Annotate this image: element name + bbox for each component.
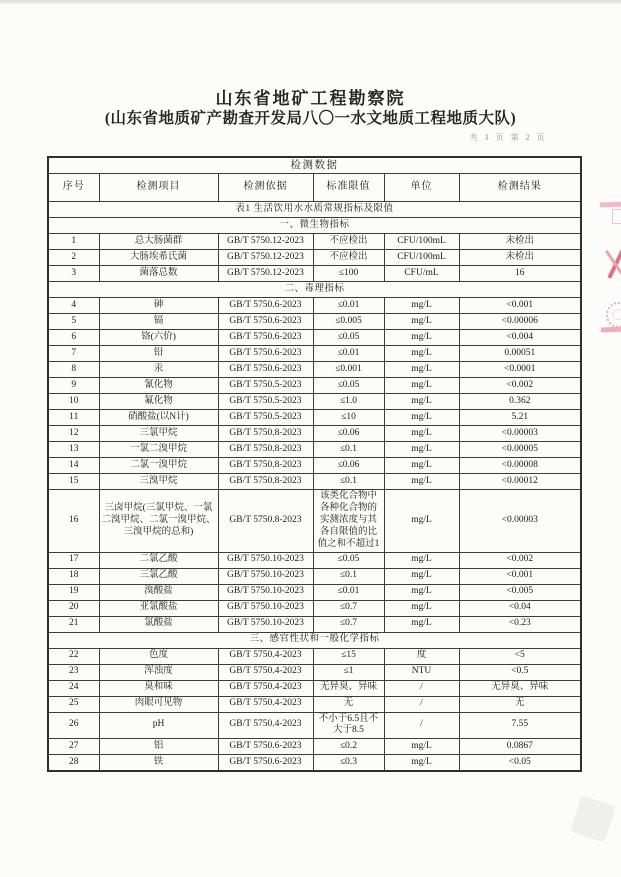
cell-method: GB/T 5750.6-2023 [218, 755, 313, 772]
cell-item: 镉 [99, 314, 218, 330]
red-seal-fragment-bar-top [600, 202, 621, 208]
table-row [48, 458, 581, 474]
cell-limit: ≤0.7 [313, 616, 384, 632]
cell-method: GB/T 5750.8-2023 [218, 490, 313, 552]
cell-method: GB/T 5750.6-2023 [218, 330, 313, 346]
table-body [48, 157, 581, 771]
cell-item: 汞 [99, 362, 218, 378]
cell-unit: mg/L [384, 330, 459, 346]
page-number: 共 3 页 第 2 页 [469, 133, 547, 142]
cell-limit: 无异臭、异味 [313, 680, 384, 696]
cell-method: GB/T 5750.12-2023 [218, 250, 313, 266]
cell-result: 0.0867 [459, 739, 581, 755]
cell-unit: mg/L [384, 410, 459, 426]
cell-result: 未检出 [459, 250, 581, 266]
table-row [48, 696, 581, 712]
cell-no: 20 [48, 600, 99, 616]
cell-limit: ≤0.01 [313, 298, 384, 314]
cell-method: GB/T 5750.6-2023 [218, 362, 313, 378]
cell-no: 27 [48, 739, 99, 755]
cell-no: 6 [48, 330, 99, 346]
cell-method: GB/T 5750.12-2023 [218, 266, 313, 282]
cell-limit: 该类化合物中各种化合物的实测浓度与其各自限值的比值之和不超过1 [313, 490, 384, 552]
cell-unit: mg/L [384, 600, 459, 616]
cell-limit: ≤0.1 [313, 474, 384, 490]
cell-limit: ≤0.01 [313, 584, 384, 600]
cell-no: 28 [48, 755, 99, 772]
cell-unit: mg/L [384, 442, 459, 458]
cell-method: GB/T 5750.6-2023 [218, 298, 313, 314]
cell-limit: ≤0.7 [313, 600, 384, 616]
cell-unit: mg/L [384, 739, 459, 755]
cell-item: 大肠埃希氏菌 [99, 250, 218, 266]
red-seal-fragment-ring [606, 302, 621, 328]
cell-item: 氰化物 [99, 378, 218, 394]
cell-result: <0.0001 [459, 362, 581, 378]
cell-method: GB/T 5750.6-2023 [218, 346, 313, 362]
table-row [48, 442, 581, 458]
cell-no: 11 [48, 410, 99, 426]
cell-item: 铅 [99, 346, 218, 362]
table-row [48, 600, 581, 616]
cell-result: <0.005 [459, 584, 581, 600]
cell-unit: mg/L [384, 490, 459, 552]
cell-result: 无异臭、异味 [459, 680, 581, 696]
cell-no: 9 [48, 378, 99, 394]
cell-method: GB/T 5750.4-2023 [218, 712, 313, 739]
cell-method: GB/T 5750.8-2023 [218, 426, 313, 442]
cell-limit: ≤0.05 [313, 552, 384, 568]
cell-result: <0.00003 [459, 490, 581, 552]
cell-limit: ≤15 [313, 648, 384, 664]
cell-result: <0.00005 [459, 442, 581, 458]
cell-limit: 无 [313, 696, 384, 712]
cell-limit: ≤1 [313, 664, 384, 680]
cell-unit: CFU/100mL [384, 234, 459, 250]
table-row [48, 362, 581, 378]
cell-item: 铁 [99, 755, 218, 772]
cell-unit: mg/L [384, 394, 459, 410]
cell-no: 12 [48, 426, 99, 442]
table-row [48, 616, 581, 632]
table-row [48, 426, 581, 442]
table-row [48, 250, 581, 266]
cell-limit: ≤0.05 [313, 378, 384, 394]
column-header-row [48, 174, 581, 202]
cell-no: 8 [48, 362, 99, 378]
cell-no: 10 [48, 394, 99, 410]
cell-limit: ≤0.2 [313, 739, 384, 755]
table-title-row [48, 157, 581, 174]
cell-item: 菌落总数 [99, 266, 218, 282]
cell-item: 肉眼可见物 [99, 696, 218, 712]
cell-result: <0.23 [459, 616, 581, 632]
cell-limit: ≤0.06 [313, 458, 384, 474]
table-row [48, 490, 581, 552]
cell-method: GB/T 5750.6-2023 [218, 739, 313, 755]
cell-unit: mg/L [384, 568, 459, 584]
cell-no: 22 [48, 648, 99, 664]
cell-unit: CFU/100mL [384, 250, 459, 266]
cell-result: <0.001 [459, 298, 581, 314]
col-header-no: 序号 [48, 174, 99, 202]
cell-method: GB/T 5750.5-2023 [218, 410, 313, 426]
cell-item: 二氯一溴甲烷 [99, 458, 218, 474]
cell-no: 3 [48, 266, 99, 282]
cell-no: 5 [48, 314, 99, 330]
cell-no: 23 [48, 664, 99, 680]
cell-method: GB/T 5750.8-2023 [218, 474, 313, 490]
cell-method: GB/T 5750.10-2023 [218, 568, 313, 584]
table-row [48, 755, 581, 772]
cell-no: 1 [48, 234, 99, 250]
cell-item: 硝酸盐(以N计) [99, 410, 218, 426]
col-header-result: 检测结果 [459, 174, 581, 202]
cell-item: 三溴甲烷 [99, 474, 218, 490]
cell-result: <0.004 [459, 330, 581, 346]
table-row [48, 739, 581, 755]
table-row [48, 584, 581, 600]
section-label: 一、微生物指标 [48, 218, 581, 234]
cell-unit: mg/L [384, 362, 459, 378]
cell-item: 亚氯酸盐 [99, 600, 218, 616]
cell-limit: ≤0.001 [313, 362, 384, 378]
cell-unit: / [384, 680, 459, 696]
table-row [48, 330, 581, 346]
cell-unit: mg/L [384, 552, 459, 568]
cell-item: 氟化物 [99, 394, 218, 410]
cell-result: <0.002 [459, 552, 581, 568]
cell-method: GB/T 5750.10-2023 [218, 600, 313, 616]
cell-method: GB/T 5750.8-2023 [218, 458, 313, 474]
cell-no: 19 [48, 584, 99, 600]
table-row [48, 568, 581, 584]
cell-no: 25 [48, 696, 99, 712]
table-row [48, 378, 581, 394]
cell-unit: mg/L [384, 616, 459, 632]
cell-method: GB/T 5750.8-2023 [218, 442, 313, 458]
org-subtitle: (山东省地质矿产勘查开发局八〇一水文地质工程地质大队) [104, 110, 517, 127]
cell-method: GB/T 5750.4-2023 [218, 648, 313, 664]
cell-item: 砷 [99, 298, 218, 314]
cell-unit: mg/L [384, 755, 459, 772]
cell-limit: 不应检出 [313, 234, 384, 250]
cell-limit: ≤0.1 [313, 568, 384, 584]
cell-result: 16 [459, 266, 581, 282]
cell-item: 总大肠菌群 [99, 234, 218, 250]
col-header-item: 检测项目 [99, 174, 218, 202]
cell-result: <0.05 [459, 755, 581, 772]
cell-unit: mg/L [384, 584, 459, 600]
table-row [48, 648, 581, 664]
table-subtitle-row [48, 202, 581, 218]
table-row [48, 266, 581, 282]
cell-unit: mg/L [384, 426, 459, 442]
cell-result: <0.001 [459, 568, 581, 584]
cell-no: 2 [48, 250, 99, 266]
table-row [48, 712, 581, 739]
cell-result: <0.00012 [459, 474, 581, 490]
cell-no: 13 [48, 442, 99, 458]
cell-limit: ≤10 [313, 410, 384, 426]
cell-limit: 不应检出 [313, 250, 384, 266]
cell-limit: ≤0.1 [313, 442, 384, 458]
report-table [47, 156, 582, 772]
table-row [48, 552, 581, 568]
section-label: 二、毒理指标 [48, 282, 581, 298]
cell-limit: ≤100 [313, 266, 384, 282]
cell-result: 0.362 [459, 394, 581, 410]
cell-result: <0.5 [459, 664, 581, 680]
cell-item: 铬(六价) [99, 330, 218, 346]
cell-method: GB/T 5750.12-2023 [218, 234, 313, 250]
cell-no: 14 [48, 458, 99, 474]
table-row [48, 410, 581, 426]
cell-result: <0.00003 [459, 426, 581, 442]
red-seal-fragment-bar-bottom [601, 327, 621, 333]
cell-unit: 度 [384, 648, 459, 664]
cell-no: 26 [48, 712, 99, 739]
red-seal-fragment-stroke [603, 244, 621, 280]
cell-item: 氯酸盐 [99, 616, 218, 632]
cell-item: 色度 [99, 648, 218, 664]
cell-limit: ≤0.005 [313, 314, 384, 330]
cell-item: 浑浊度 [99, 664, 218, 680]
col-header-method: 检测依据 [218, 174, 313, 202]
cell-unit: mg/L [384, 378, 459, 394]
cell-result: <0.00008 [459, 458, 581, 474]
table-row [48, 314, 581, 330]
scan-smudge-artifact [570, 795, 616, 842]
section-row [48, 282, 581, 298]
cell-method: GB/T 5750.4-2023 [218, 664, 313, 680]
cell-result: <0.002 [459, 378, 581, 394]
cell-method: GB/T 5750.10-2023 [218, 616, 313, 632]
cell-unit: NTU [384, 664, 459, 680]
cell-result: <0.00006 [459, 314, 581, 330]
cell-no: 4 [48, 298, 99, 314]
table-row [48, 394, 581, 410]
cell-result: 未检出 [459, 234, 581, 250]
cell-item: 三氯甲烷 [99, 426, 218, 442]
table-row [48, 680, 581, 696]
cell-no: 18 [48, 568, 99, 584]
cell-item: 三卤甲烷(三氯甲烷、一氯二溴甲烷、二氯一溴甲烷、三溴甲烷的总和) [99, 490, 218, 552]
table-row [48, 474, 581, 490]
table-row [48, 664, 581, 680]
cell-item: 三氯乙酸 [99, 568, 218, 584]
red-seal-fragment-box [612, 209, 621, 224]
cell-method: GB/T 5750.10-2023 [218, 552, 313, 568]
cell-item: pH [99, 712, 218, 739]
col-header-unit: 单位 [384, 174, 459, 202]
cell-unit: mg/L [384, 474, 459, 490]
col-header-limit: 标准限值 [313, 174, 384, 202]
scan-edge-artifact [0, 0, 621, 5]
cell-item: 二氯乙酸 [99, 552, 218, 568]
cell-method: GB/T 5750.10-2023 [218, 584, 313, 600]
section-row [48, 218, 581, 234]
cell-limit: 不小于6.5且不大于8.5 [313, 712, 384, 739]
org-name: 山东省地矿工程勘察院 [215, 89, 406, 108]
cell-no: 21 [48, 616, 99, 632]
cell-result: 无 [459, 696, 581, 712]
cell-item: 铝 [99, 739, 218, 755]
cell-no: 7 [48, 346, 99, 362]
cell-unit: CFU/mL [384, 266, 459, 282]
table-subtitle: 表1 生活饮用水水质常规指标及限值 [48, 202, 581, 218]
table-row [48, 298, 581, 314]
cell-unit: / [384, 696, 459, 712]
table-row [48, 234, 581, 250]
cell-result: 5.21 [459, 410, 581, 426]
cell-limit: ≤0.05 [313, 330, 384, 346]
cell-limit: ≤0.01 [313, 346, 384, 362]
cell-item: 溴酸盐 [99, 584, 218, 600]
cell-limit: ≤1.0 [313, 394, 384, 410]
cell-no: 16 [48, 490, 99, 552]
cell-no: 15 [48, 474, 99, 490]
cell-unit: mg/L [384, 298, 459, 314]
cell-unit: / [384, 712, 459, 739]
table-title: 检测数据 [48, 157, 581, 174]
cell-limit: ≤0.3 [313, 755, 384, 772]
cell-no: 17 [48, 552, 99, 568]
cell-method: GB/T 5750.5-2023 [218, 378, 313, 394]
cell-unit: mg/L [384, 458, 459, 474]
cell-result: 0.00051 [459, 346, 581, 362]
cell-method: GB/T 5750.6-2023 [218, 314, 313, 330]
cell-limit: ≤0.06 [313, 426, 384, 442]
cell-method: GB/T 5750.4-2023 [218, 696, 313, 712]
cell-result: 7.55 [459, 712, 581, 739]
section-label: 三、感官性状和一般化学指标 [48, 632, 581, 648]
cell-unit: mg/L [384, 346, 459, 362]
cell-item: 臭和味 [99, 680, 218, 696]
section-row [48, 632, 581, 648]
cell-unit: mg/L [384, 314, 459, 330]
cell-method: GB/T 5750.5-2023 [218, 394, 313, 410]
cell-no: 24 [48, 680, 99, 696]
cell-result: <0.04 [459, 600, 581, 616]
table-row [48, 346, 581, 362]
cell-result: <5 [459, 648, 581, 664]
cell-method: GB/T 5750.4-2023 [218, 680, 313, 696]
cell-item: 一氯二溴甲烷 [99, 442, 218, 458]
